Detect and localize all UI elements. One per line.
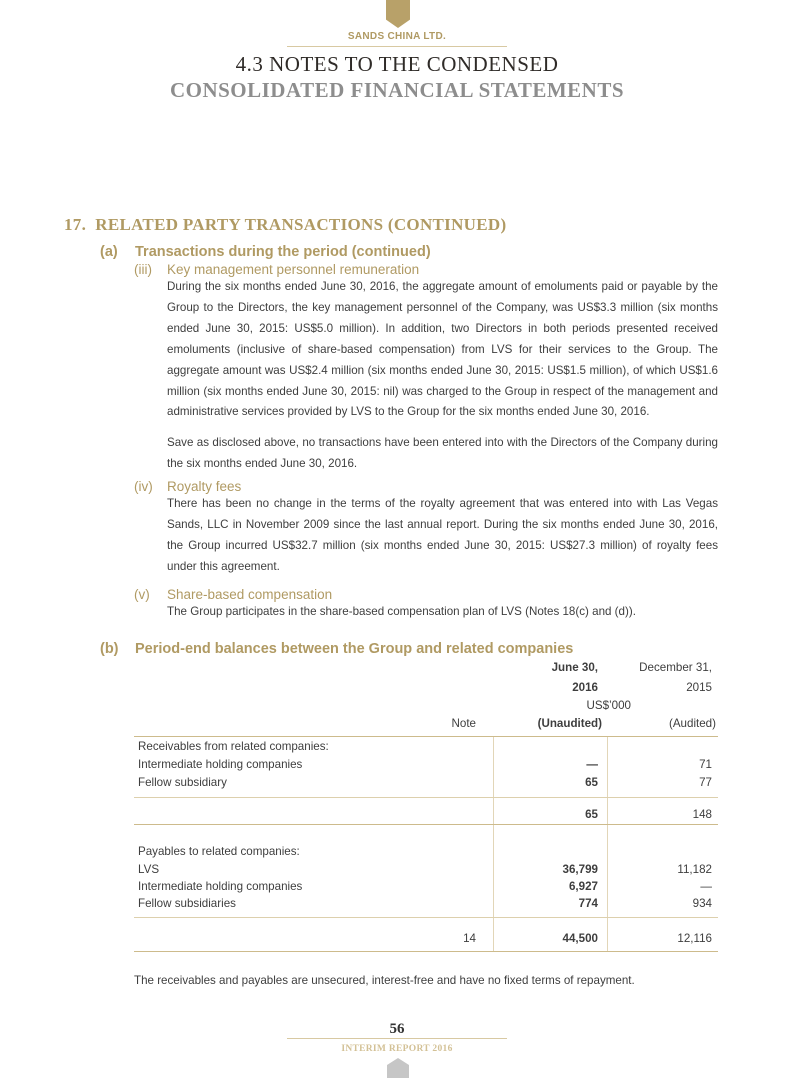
company-name: SANDS CHINA LTD. bbox=[347, 31, 447, 42]
balances-table bbox=[0, 661, 794, 956]
receivables-heading: Receivables from related companies: bbox=[138, 739, 329, 753]
payables-heading: Payables to related companies: bbox=[138, 844, 300, 858]
row-value-2015: 11,182 bbox=[677, 862, 712, 876]
page-tab-marker bbox=[387, 1058, 409, 1078]
item-v-heading: (v) Share-based compensation bbox=[134, 586, 333, 602]
subsection-a-heading: (a) Transactions during the period (continued) bbox=[100, 244, 431, 260]
total-value-2016: 44,500 bbox=[562, 931, 598, 945]
row-label: Intermediate holding companies bbox=[138, 879, 303, 893]
note-header: Note bbox=[451, 716, 476, 730]
row-label: LVS bbox=[138, 862, 160, 876]
row-value-2015: 934 bbox=[692, 896, 712, 910]
col-2015-header-line2: 2015 bbox=[686, 680, 712, 694]
item-iii-paragraph-2: Save as disclosed above, no transactions have been entered into with the Directors of the Company during the six months ended June 30, 2016. bbox=[167, 436, 718, 471]
header-divider bbox=[287, 46, 507, 47]
subsection-b-heading: (b) Period-end balances between the Group and related companies bbox=[100, 640, 574, 657]
row-value-2016: 774 bbox=[578, 896, 598, 910]
row-label: Intermediate holding companies bbox=[138, 757, 303, 771]
row-value-2016: 65 bbox=[585, 775, 598, 789]
item-v-paragraph: The Group participates in the share-based compensation plan of LVS (Notes 18(c) and (d)). bbox=[167, 604, 636, 618]
note-body bbox=[0, 215, 794, 988]
table-rule bbox=[134, 736, 718, 738]
unit-label: US$’000 bbox=[586, 698, 631, 712]
col-2016-header-line3: (Unaudited) bbox=[537, 716, 602, 730]
item-iii-heading: (iii) Key management personnel remuneration bbox=[134, 262, 420, 277]
section-heading bbox=[64, 215, 794, 235]
column-divider bbox=[607, 737, 608, 952]
row-value-2016: 6,927 bbox=[568, 879, 598, 893]
report-name: INTERIM REPORT 2016 bbox=[341, 1044, 453, 1054]
section-title: RELATED PARTY TRANSACTIONS (CONTINUED) bbox=[95, 215, 507, 234]
item-iv-paragraph: There has been no change in the terms of the royalty agreement that was entered into with Las Vegas Sands, LLC in November 2009 since the last annual report. During the six months ended June 30, 2016, the Group incurred US$32.7 million (six months ended June 30, 2015: US$27.3 million) of royalty fees under this agreement. bbox=[167, 497, 718, 573]
col-2015-header-line1: December 31, bbox=[639, 660, 712, 674]
row-value-2015: — bbox=[700, 879, 712, 893]
col-2016-header-line2: 2016 bbox=[572, 680, 598, 694]
table-rule bbox=[134, 824, 718, 826]
total-value-2016: 65 bbox=[585, 807, 598, 821]
col-2015-header-line3: (Audited) bbox=[668, 716, 716, 730]
table-rule bbox=[134, 797, 718, 798]
footer-divider bbox=[287, 1038, 507, 1039]
row-value-2015: 71 bbox=[699, 757, 712, 771]
brand-ribbon bbox=[386, 0, 410, 28]
col-2016-header-line1: June 30, bbox=[551, 660, 598, 674]
page-subtitle: CONSOLIDATED FINANCIAL STATEMENTS bbox=[169, 78, 625, 102]
row-value-2015: 77 bbox=[699, 775, 712, 789]
footnote: The receivables and payables are unsecured, interest-free and have no fixed terms of repayment. bbox=[134, 973, 635, 987]
row-value-2016: — bbox=[586, 757, 598, 771]
table-rule bbox=[134, 951, 718, 953]
page-number: 56 bbox=[389, 1021, 405, 1037]
item-iii-paragraph-1: During the six months ended June 30, 2016, the aggregate amount of emoluments paid or payable by the Group to the Directors, the key management personnel of the Company, was US$3.3 million (six months ended June 30, 2015: US$5.0 million). In addition, two Directors in both periods presented received emoluments (inclusive of share-based compensation) from LVS for their services to the Group. The aggregate amount was US$2.4 million (six months ended June 30, 2015: US$1.5 million), of which US$1.6 million (six months ended June 30, 2015: nil) was charged to the Group in respect of the management and administrative services provided by LVS to the Group for the six months ended June 30, 2016. bbox=[167, 280, 718, 419]
page-title: 4.3 NOTES TO THE CONDENSED bbox=[235, 52, 559, 76]
total-value-2015: 12,116 bbox=[677, 931, 712, 945]
total-note: 14 bbox=[463, 931, 476, 945]
row-label: Fellow subsidiary bbox=[138, 775, 227, 789]
item-iv-heading: (iv) Royalty fees bbox=[134, 479, 242, 495]
table-rule bbox=[134, 917, 718, 918]
section-number: 17. bbox=[64, 215, 87, 234]
row-value-2016: 36,799 bbox=[562, 862, 598, 876]
row-label: Fellow subsidiaries bbox=[138, 896, 236, 910]
total-value-2015: 148 bbox=[692, 807, 712, 821]
column-divider bbox=[493, 737, 494, 952]
